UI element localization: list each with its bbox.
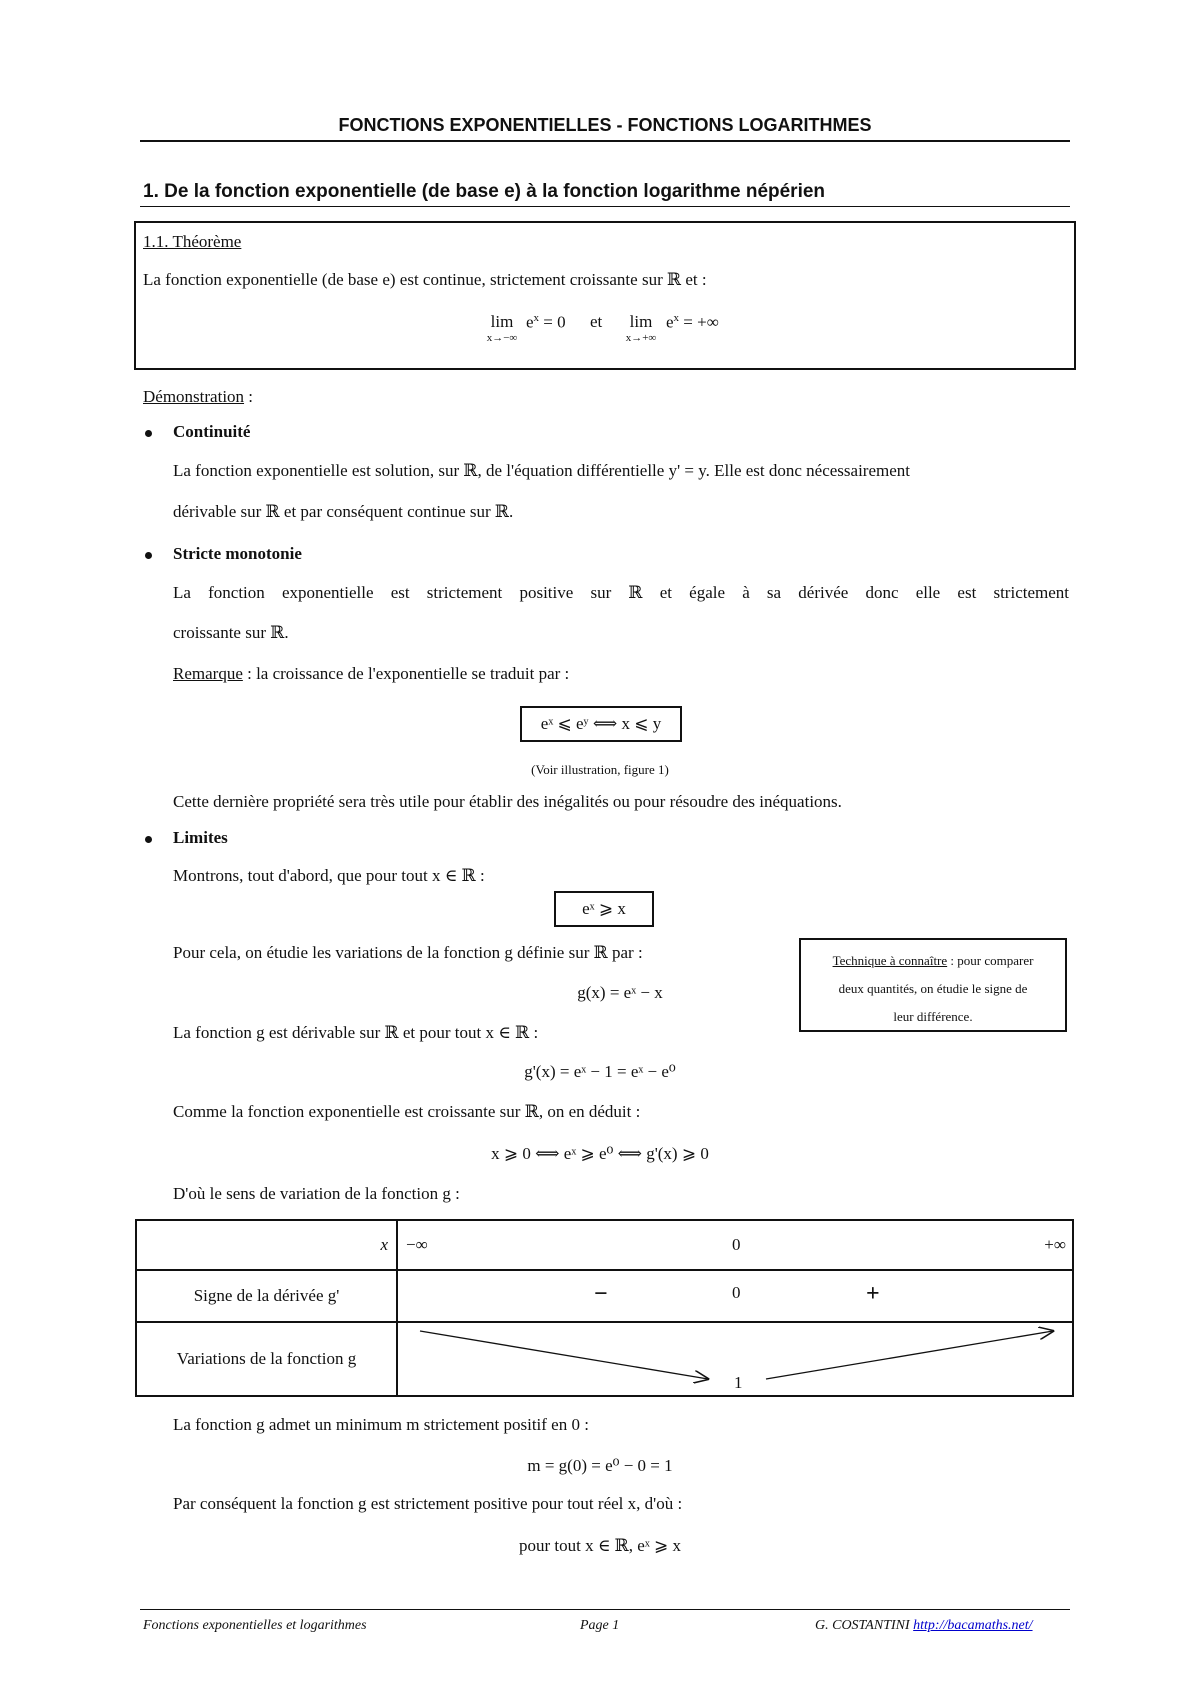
remark	[173, 664, 569, 684]
plus-infinity: +∞	[1044, 1235, 1066, 1254]
continuity-title: Continuité	[173, 422, 251, 441]
lim-sub: x→−∞	[486, 332, 518, 344]
lim-word: lim	[629, 312, 653, 331]
expr-exponent: x	[673, 312, 680, 324]
study-text: Pour cela, on étudie les variations de la fonction g définie sur ℝ par :	[173, 943, 643, 962]
page-number: Page 1	[580, 1618, 620, 1633]
plus-sign: +	[866, 1281, 880, 1307]
bullet-icon	[145, 430, 152, 437]
colon: :	[244, 387, 254, 406]
minus-infinity: −∞	[406, 1235, 428, 1254]
limit-plus-infinity	[621, 312, 661, 344]
author-name: G. COSTANTINI	[815, 1618, 910, 1633]
illustration-reference: (Voir illustration, figure 1)	[531, 762, 669, 777]
footer-author	[815, 1618, 1033, 1634]
lim-sub: x→+∞	[625, 332, 657, 344]
sense-text: D'où le sens de variation de la fonction g :	[173, 1184, 460, 1203]
demonstration-word: Démonstration	[143, 387, 245, 406]
theorem-box	[134, 221, 1076, 370]
footer-rule	[140, 1609, 1070, 1610]
minimum-value: 1	[734, 1373, 743, 1392]
table-cell: x	[136, 1220, 397, 1270]
table-cell: Variations de la fonction g	[136, 1322, 397, 1396]
table-row	[136, 1270, 1073, 1322]
expr-base: e	[666, 312, 674, 332]
decreasing-arrow	[420, 1331, 708, 1379]
monotony-line1: La fonction exponentielle est strictement positive sur ℝ et égale à sa dérivée donc elle est strictement	[173, 583, 1069, 602]
equivalence-chain: x ⩾ 0 ⟺ eˣ ⩾ e⁰ ⟺ g'(x) ⩾ 0	[491, 1144, 709, 1163]
g-prime: g'(x) = eˣ − 1 = eˣ − e⁰	[524, 1062, 676, 1081]
website-link[interactable]: http://bacamaths.net/	[913, 1618, 1033, 1633]
growth-equivalence-box: eˣ ⩽ eʸ ⟺ x ⩽ y	[520, 706, 682, 742]
table-cell: Signe de la dérivée g'	[136, 1270, 397, 1322]
technique-text3: leur différence.	[893, 1009, 973, 1024]
derivative-zero: 0	[732, 1283, 741, 1302]
technique-text2: deux quantités, on étudie le signe de	[838, 981, 1028, 996]
limits-title: Limites	[173, 828, 228, 847]
limit-minus-infinity	[482, 312, 522, 344]
bullet-icon	[145, 836, 152, 843]
expr-base: e	[526, 312, 534, 332]
increasing-arrow	[766, 1331, 1053, 1379]
technique-text1: : pour comparer	[947, 953, 1034, 968]
theorem-statement: La fonction exponentielle (de base e) est continue, strictement croissante sur ℝ et :	[143, 270, 707, 289]
limit2-expression	[666, 312, 719, 333]
technique-note	[801, 947, 1065, 1031]
deduce-text: Comme la fonction exponentielle est croissante sur ℝ, on en déduit :	[173, 1102, 641, 1121]
table-cell	[397, 1270, 1073, 1322]
monotony-line2: croissante sur ℝ.	[173, 623, 289, 642]
consequence-text: Par conséquent la fonction g est strictement positive pour tout réel x, d'où :	[173, 1494, 683, 1513]
conclusion: pour tout x ∈ ℝ, eˣ ⩾ x	[518, 1536, 682, 1555]
minimum-text: La fonction g admet un minimum m strictement positif en 0 :	[173, 1415, 589, 1434]
table-cell	[397, 1220, 1073, 1270]
table-row	[136, 1322, 1073, 1396]
limits-intro: Montrons, tout d'abord, que pour tout x ∈ ℝ :	[173, 866, 485, 885]
useful-property: Cette dernière propriété sera très utile pour établir des inégalités ou pour résoudre des inéquations.	[173, 792, 842, 811]
page-title: FONCTIONS EXPONENTIELLES - FONCTIONS LOGARITHMES	[338, 115, 872, 135]
footer-left: Fonctions exponentielles et logarithmes	[143, 1618, 367, 1633]
expr-rhs: = 0	[543, 312, 566, 332]
section-title: 1. De la fonction exponentielle (de base e) à la fonction logarithme népérien	[143, 181, 826, 202]
minus-sign: −	[594, 1281, 608, 1307]
continuity-line2: dérivable sur ℝ et par conséquent continue sur ℝ.	[173, 502, 514, 521]
table-cell	[397, 1322, 1073, 1396]
continuity-line1: La fonction exponentielle est solution, sur ℝ, de l'équation différentielle y' = y. Elle est donc nécessairement	[173, 461, 911, 480]
theorem-label: 1.1. Théorème	[143, 232, 242, 251]
lim-word: lim	[490, 312, 514, 331]
variation-table	[135, 1219, 1074, 1397]
derivable-text: La fonction g est dérivable sur ℝ et pour tout x ∈ ℝ :	[173, 1023, 539, 1042]
bullet-icon	[145, 552, 152, 559]
header-rule	[140, 140, 1070, 142]
g-definition: g(x) = eˣ − x	[577, 983, 663, 1002]
expr-exponent: x	[533, 312, 540, 324]
remark-label: Remarque	[173, 664, 243, 683]
monotony-title: Stricte monotonie	[173, 544, 302, 563]
limit1-expression	[526, 312, 566, 333]
section-rule	[140, 206, 1070, 207]
m-value: m = g(0) = e⁰ − 0 = 1	[527, 1456, 673, 1475]
demonstration-label	[143, 387, 253, 407]
expr-rhs: = +∞	[683, 312, 719, 332]
remark-text: : la croissance de l'exponentielle se traduit par :	[242, 664, 570, 683]
table-row	[136, 1220, 1073, 1270]
inequality-box: eˣ ⩾ x	[554, 891, 654, 927]
technique-label: Technique à connaître	[832, 953, 948, 968]
zero-label: 0	[732, 1235, 741, 1254]
and-word: et	[590, 312, 603, 331]
